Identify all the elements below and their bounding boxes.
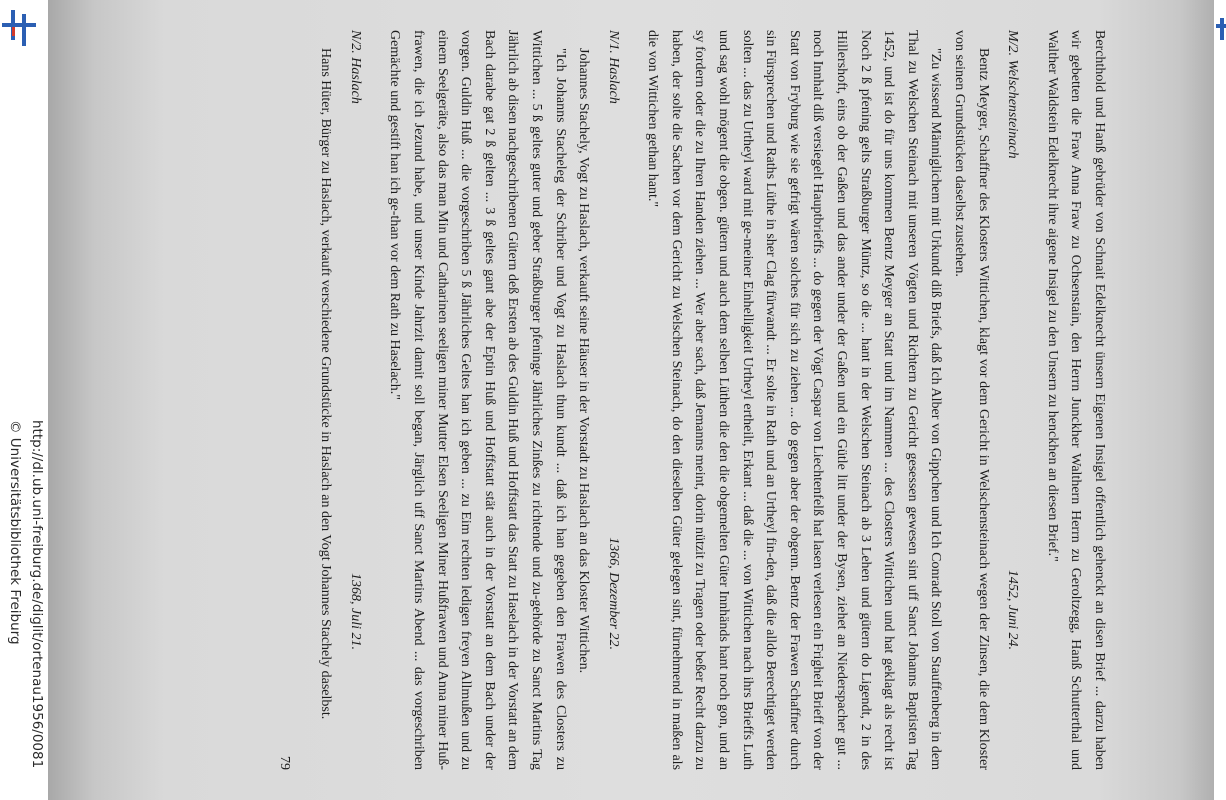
entry-date: 1452, Juni 24.: [1005, 569, 1021, 650]
entry-heading-n2: [343, 30, 367, 770]
entry-quote: "Zu wissend Männiglichem mit Urkundt diß Briefs, daß Ich Alber von Gippchen und Ich Conradt Stoll von Stauffenberg in dem Thal zu Welschen Steinach mit unseren Vögten und Richtern zu Gericht gesessen gewesen sint uff Sanct Johanns Baptisten Tag 1452, und ist do für uns kommen Bentz Meyger an Statt und im Nammen ... des Closters Wittichen und hat geklagt als recht ist Noch 2 ß pfening gelts Straßburger Müntz, so die ... hant in der Welschen Steinach ab 3 Lehen und gütern do Ligendt, 2 in des Hillershoft, eins ob der Gaßen und das ander under der Gaßen und ein Gütle litt under der Bysen, ziehet an Niederspacher gut ... noch Innhalt diß versiegelt Hauptbrieffs ... do gegen der Vögt Caspar von Liechtenfelß hat lasen verlesen ein Frigheit Brieff von der Statt von Fryburg wie sie gefrigt wären solches für sich zu ziehen ... do gegen aber der obgenn. Bentz der Frawen Schaffner durch sin Fürsprechen und Raths Lüthe in sher Clag fürwandt ... Er solte in Rath und an Urtheyl fin-den, daß die alldo Berechtiget werden solten ... das zu Urtheyl ward mit ge-meiner Einhelligkeit Urtheyl ertheilt, Erkant ... daß die ... von Wittichen nach ihrs Brieffs Luth und sag wohl mögent die obgen. gütern und auch dem selben Lüthen die den die obgemelten Güter Innhänds hant noch gon, und an sy fordern oder die zu Ihren Handen ziehen ... Wer aber sach, daß Jemanns meint, dorin nützit zu Tragen oder beßer Recht darzu zu haben, der solte die Sachen vor dem Gericht zu Welschen Steinach, do den dieselben Güter gelegen sint, fürnehmend in maßen als die von Wittichen gethan hant.": [645, 30, 944, 770]
entry-heading-m2: [1001, 30, 1025, 770]
paragraph-continuation: Berchthold und Hanß gebrüder von Schnait Edelknecht ünsern Eigenen Insigel offentlich gehenckt an disen Brief ... darzu haben wir gebetten die Fraw Anna Fraw zu Ochsenstain, den Herrn Junckher Walthern Herrn zu Geroltzegg, Hanß Schutterthal und Walther Waldstein Edelknecht ihre aigene Insigel zu den Unsern zu henckhen an diesen Brief.": [1044, 30, 1107, 770]
entry-code: M/2. Welschensteinach: [1005, 30, 1021, 159]
viewer-right-margin: [1214, 0, 1226, 800]
source-footer: [0, 0, 48, 800]
entry-heading-n1: [601, 30, 625, 770]
entry-quote: "Ich Johanns Stacheleg der Schriber und Vogt zu Haslach thun kundt ... daß ich han gegeben den Frawen des Closters zu Wittichen ... 5 ß geltes guter und geber Straßburger pfeninge Jährliches Zinßes zu richtende und zu-gehörde zu Sanct Martins Tag Jährlich ab disen nachgeschribenen Gütern deß Ersten ab des Guldin Huß und Hoffstatt das Statt zu Haselach in der Vorstatt an dem Bach darabe gat 2 ß gelten ... 3 ß geltes gant abe der Eptin Huß und Hoffstatt stät auch in der Vorstatt an dem Bach under der vorgen. Guldin Huß ... die vorgeschriben 5 ß Jährliches Geltes han ich geben ... zu Eim rechten ledigen freyen Allmußen und zu einem Seelgeräte, also das man Min und Catharinen seeligen miner Mutter Elsen Seeligen Miner Hußfrawen und Anna miner Huß-frawen, die ich Jezund habe, und unser Kinde Jahrzit damit soll began, Järglich uff Sanct Martins Abend ... das vorgeschriben Gemächte und gestift han ich ge-than vor dem Rath zu Haselach.": [387, 30, 568, 770]
entry-summary: Johannes Stachely, Vogt zu Haslach, verkauft seine Häuser in der Vorstadt zu Haslach an das Kloster Wittichen.: [576, 48, 592, 674]
entry-date: 1366, Dezember 22.: [605, 537, 621, 650]
library-logo-icon-partial: [1216, 18, 1226, 42]
entry-code: N/1. Haslach: [605, 30, 621, 104]
copyright-text: © Universitätsbibliothek Freiburg: [7, 420, 23, 645]
entry-code: N/2. Haslach: [347, 30, 363, 104]
scanned-page: [48, 0, 1214, 800]
source-url-link[interactable]: http://dl.ub.uni-freiburg.de/diglit/ortenau1956/0081: [29, 420, 45, 769]
entry-summary: Hans Hüter, Bürger zu Haslach, verkauft verschiedene Grundstücke in Haslach an den Vogt Johannes Stachely daselbst.: [318, 48, 334, 720]
page-text-block: [151, 30, 1111, 770]
page-number: 79: [276, 756, 292, 770]
entry-date: 1368, Juli 21.: [347, 573, 363, 650]
entry-summary: Bentz Meyger, Schaffner des Klosters Wittichen, klagt vor dem Gericht in Welschensteinach wegen der Zinsen, die dem Kloster von seinen Grundstücken daselbst zustehen.: [952, 30, 991, 770]
